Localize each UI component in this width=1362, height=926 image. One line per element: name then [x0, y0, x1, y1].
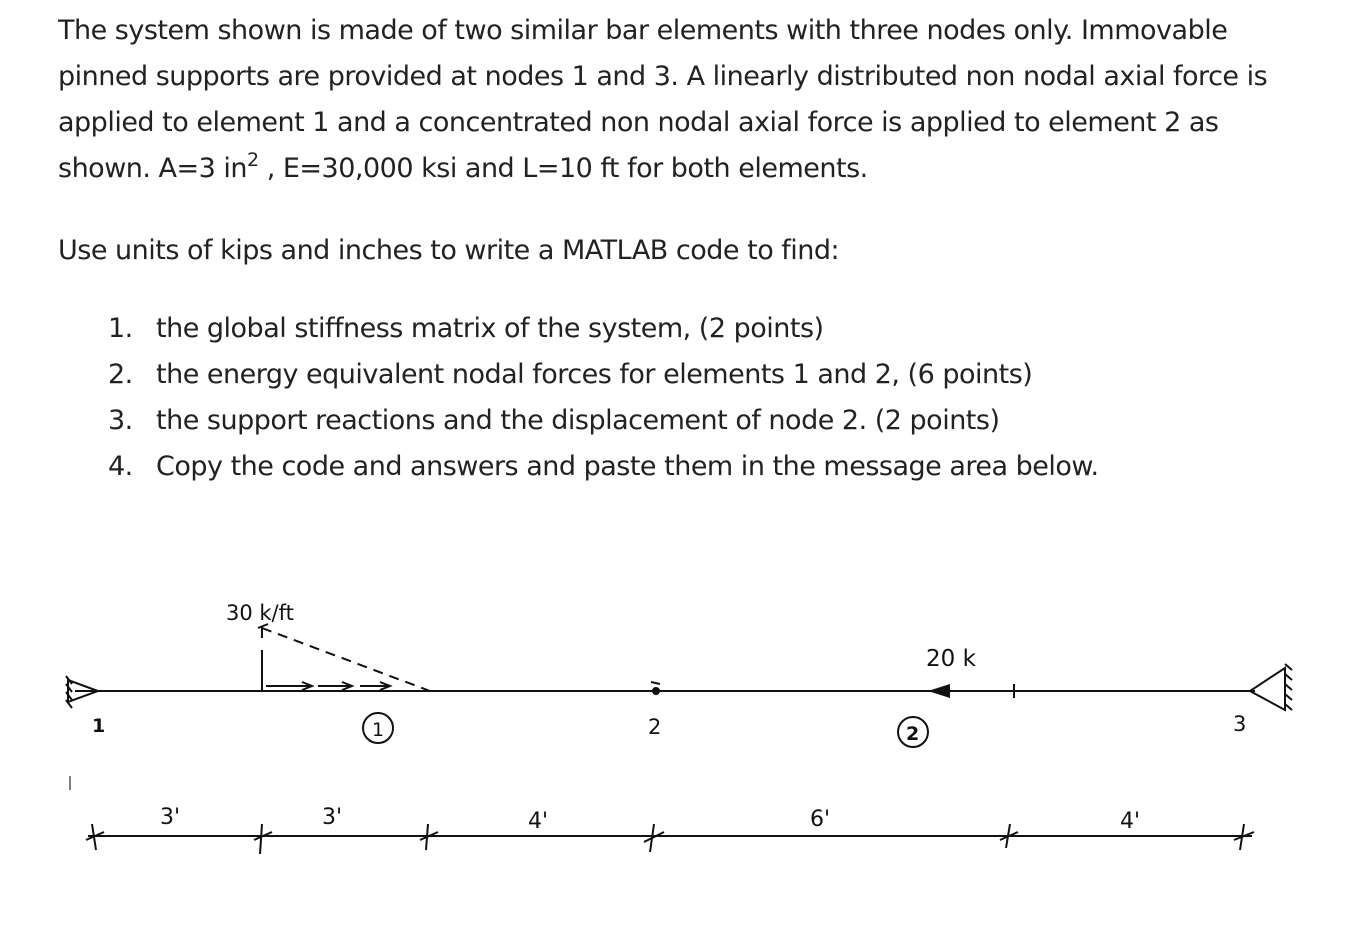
concentrated-force-label: 20 k — [926, 646, 976, 672]
task-number: 3. — [108, 405, 133, 436]
node-2-tick — [651, 682, 660, 684]
dimension-4ft-a: 4' — [528, 809, 549, 834]
element-1-label: 1 — [372, 719, 385, 741]
task-number: 1. — [108, 313, 133, 344]
problem-text-part-1: The system shown is made of two similar bar elements with three nodes only. Immovable pinned supports are provided at nodes 1 and 3. A linearly distributed non nodal axial force is applied to element 1 and a concentrated non nodal axial force is applied to element 2 as shown. A=3 in — [58, 15, 1268, 184]
task-text: Copy the code and answers and paste them in the message area below. — [156, 451, 1099, 482]
node-2-label: 2 — [648, 715, 662, 739]
task-item — [108, 306, 1099, 352]
node-2-marker — [652, 687, 660, 695]
task-number: 2. — [108, 359, 133, 390]
task-item — [108, 398, 1099, 444]
problem-text-part-2: , E=30,000 ksi and L=10 ft for both elements. — [258, 153, 868, 184]
task-text: the energy equivalent nodal forces for elements 1 and 2, (6 points) — [156, 359, 1033, 390]
task-item — [108, 444, 1099, 490]
dimension-4ft-b: 4' — [1120, 809, 1141, 834]
distributed-load-diagram — [258, 624, 430, 691]
instruction-text: Use units of kips and inches to write a MATLAB code to find: — [58, 235, 840, 266]
dimension-3ft-b: 3' — [322, 805, 343, 830]
right-pinned-support — [1250, 664, 1292, 710]
dimension-line — [86, 824, 1254, 854]
distributed-load-label: 30 k/ft — [226, 601, 294, 625]
node-3-label: 3 — [1233, 712, 1247, 736]
task-text: the global stiffness matrix of the system, (2 points) — [156, 313, 824, 344]
task-list — [108, 306, 1099, 490]
task-number: 4. — [108, 451, 133, 482]
dimension-3ft-a: 3' — [160, 805, 181, 830]
bar-system-diagram — [0, 580, 1362, 880]
task-item — [108, 352, 1099, 398]
element-2-label: 2 — [906, 723, 920, 745]
task-text: the support reactions and the displacement of node 2. (2 points) — [156, 405, 1000, 436]
dimension-6ft: 6' — [810, 807, 831, 832]
problem-statement — [58, 8, 1318, 192]
node-1-label: 1 — [92, 715, 106, 737]
area-unit-exponent: 2 — [247, 149, 259, 171]
